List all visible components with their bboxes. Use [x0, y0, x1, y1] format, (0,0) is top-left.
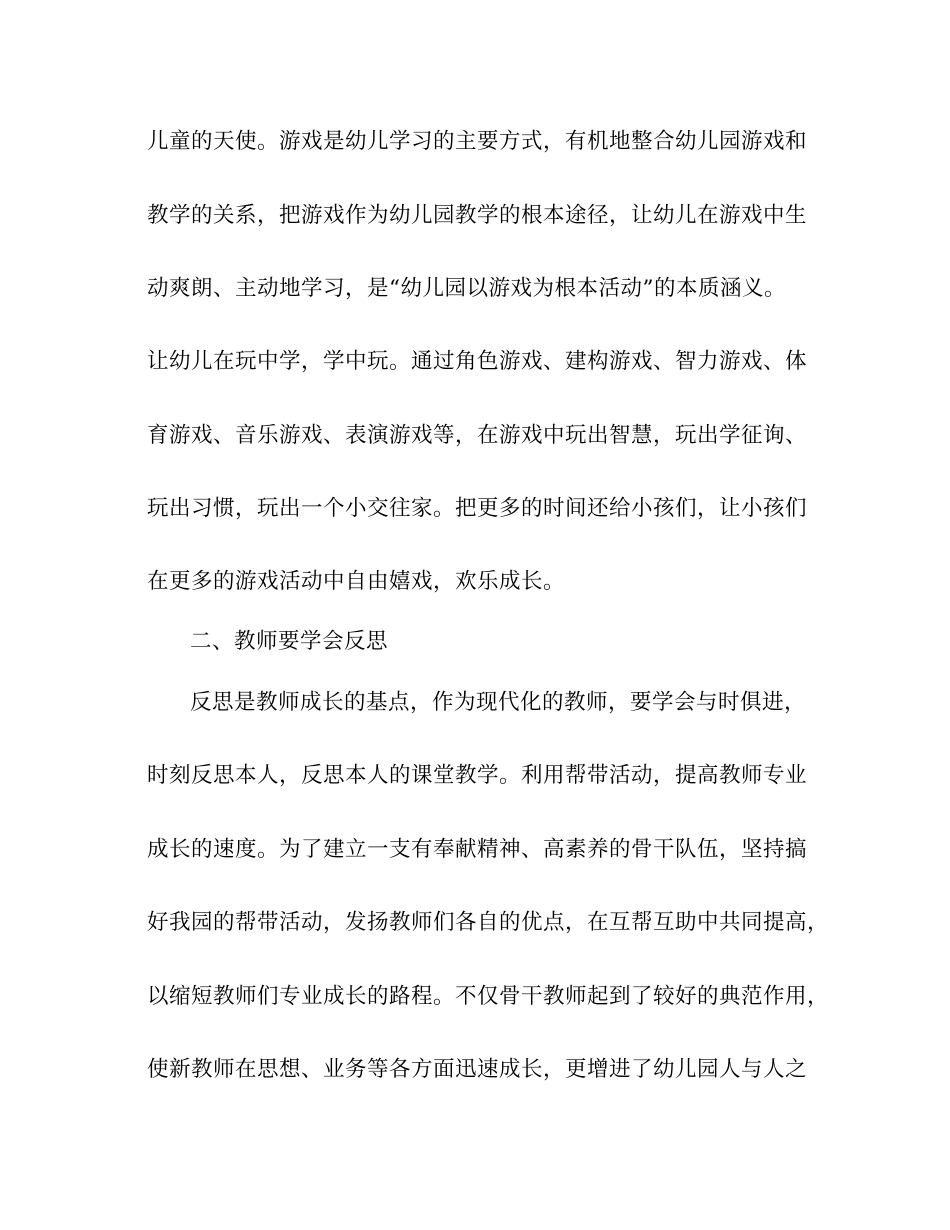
paragraph-1-line-4: 让幼儿在玩中学，学中玩。通过角色游戏、建构游戏、智力游戏、体	[147, 349, 808, 374]
paragraph-2-line-3: 成长的速度。为了建立一支有奉献精神、高素养的骨干队伍，坚持搞	[147, 837, 808, 862]
paragraph-1-line-6: 玩出习惯，玩出一个小交往家。把更多的时间还给小孩们，让小孩们	[147, 496, 808, 521]
paragraph-2-line-5: 以缩短教师们专业成长的路程。不仅骨干教师起到了较好的典范作用，	[147, 984, 830, 1009]
paragraph-2-line-4: 好我园的帮带活动，发扬教师们各自的优点，在互帮互助中共同提高，	[147, 910, 830, 935]
paragraph-1-line-7: 在更多的游戏活动中自由嬉戏，欢乐成长。	[147, 569, 566, 594]
paragraph-1-line-1: 儿童的天使。游戏是幼儿学习的主要方式，有机地整合幼儿园游戏和	[147, 129, 808, 154]
section-heading: 二、教师要学会反思	[190, 629, 389, 654]
paragraph-2-line-2: 时刻反思本人，反思本人的课堂教学。利用帮带活动，提高教师专业	[147, 763, 808, 788]
paragraph-1-line-5: 育游戏、音乐游戏、表演游戏等，在游戏中玩出智慧，玩出学征询、	[147, 423, 808, 448]
paragraph-2-line-1: 反思是教师成长的基点，作为现代化的教师，要学会与时俱进，	[190, 690, 807, 715]
paragraph-2-line-6: 使新教师在思想、业务等各方面迅速成长，更增进了幼儿园人与人之	[147, 1057, 808, 1082]
paragraph-1-line-3: 动爽朗、主动地学习，是“幼儿园以游戏为根本活动”的本质涵义。	[147, 276, 786, 301]
paragraph-1-line-2: 教学的关系，把游戏作为幼儿园教学的根本途径，让幼儿在游戏中生	[147, 203, 808, 228]
